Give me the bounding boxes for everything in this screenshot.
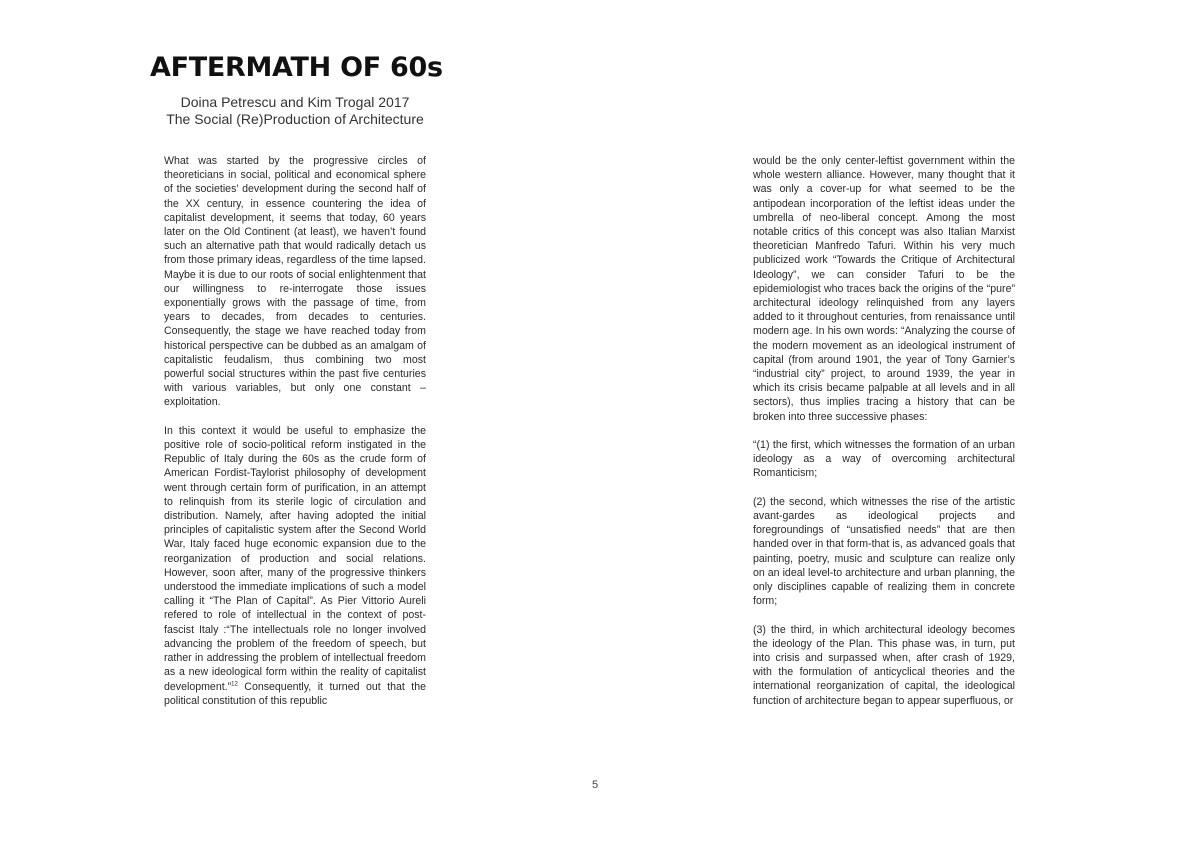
document-title: AFTERMATH OF 60s <box>150 52 443 83</box>
left-text-column <box>164 154 426 708</box>
footnote-reference: 12 <box>231 680 238 687</box>
left-paragraph-2-main: In this context it would be useful to emphasize the positive role of socio-political reform instigated in the Republic of Italy during the 60s as the crude form of American Fordist-Taylorist philosophy of development went through certain form of purification, in an attempt to relinquish from its sterile logic of circulation and distribution. Namely, after having adopted the initial principles of capitalistic system after the Second World War, Italy faced huge economic expansion due to the reorganization of production and social relations. However, soon after, many of the progressive thinkers understood the immediate implications of such a model calling it “The Plan of Capital”. As Pier Vittorio Aureli refered to role of intellectual in the context of post-fascist Italy :“The intellectuals role no longer involved advancing the problem of the freedom of speech, but rather in addressing the problem of intellectual freedom as a new ideological form within the reality of capitalist development.” <box>164 424 426 693</box>
right-text-column <box>753 154 1015 708</box>
left-paragraph-2-tail: Consequently, it turned out that the political constitution of this republic <box>164 680 426 707</box>
document-subtitle-authors: Doina Petrescu and Kim Trogal 2017 <box>180 94 410 110</box>
page-number: 5 <box>591 779 599 791</box>
right-paragraph-3: (2) the second, which witnesses the rise of the artistic avant-gardes as ideological projects and foregroundings of “unsatisfied needs” that are then handed over in that form-that is, as advanced goals that painting, poetry, music and sculpture can realize only on an ideal level-to architecture and urban planning, the only disciplines capable of realizing them in concrete form; <box>753 495 1015 608</box>
right-paragraph-2: “(1) the first, which witnesses the formation of an urban ideology as a way of overcoming architectural Romanticism; <box>753 439 1015 480</box>
right-paragraph-4: (3) the third, in which architectural ideology becomes the ideology of the Plan. This phase was, in turn, put into crisis and surpassed when, after crash of 1929, with the formulation of anticyclical theories and the international reorganization of capital, the ideological function of architecture began to appear superfluous, or <box>753 623 1015 707</box>
right-paragraph-1: would be the only center-leftist government within the whole western alliance. However, many thought that it was only a cover-up for what seemed to be the antipodean incorporation of the leftist ideas under the umbrella of neo-liberal concept. Among the most notable critics of this concept was also Italian Marxist theoretician Manfredo Tafuri. Within his very much publicized work “Towards the Critique of Architectural Ideology”, we can consider Tafuri to be the epidemiologist who traces back the origins of the “pure” architectural ideology relinquished from any layers added to it throughout centuries, from renaissance until modern age. In his own words: “Analyzing the course of the modern movement as an ideological instrument of capital (from around 1901, the year of Tony Garnier’s “industrial city” project, to around 1939, the year in which its crisis became palpable at all levels and in all sectors), thus implies tracing a history that can be broken into three successive phases: <box>753 155 1015 423</box>
document-subtitle-source: The Social (Re)Production of Architecture <box>166 111 424 127</box>
left-paragraph-2 <box>164 424 426 708</box>
left-paragraph-1: What was started by the progressive circles of theoreticians in social, political and economical sphere of the societies’ development during the second half of the XX century, in essence countering the idea of capitalist development, it seems that today, 60 years later on the Old Continent (at least), we haven’t found such an alternative path that would radically detach us from those primary ideas, regardless of the time lapsed. Maybe it is due to our roots of social enlightenment that our willingness to re-interrogate those issues exponentially grows with the passage of time, from years to decades, from decades to centuries. Consequently, the stage we have reached today from historical perspective can be dubbed as an amalgam of capitalistic feudalism, thus combining two most powerful social structures within the past five centuries with various variables, but only one constant – exploitation. <box>164 155 426 409</box>
